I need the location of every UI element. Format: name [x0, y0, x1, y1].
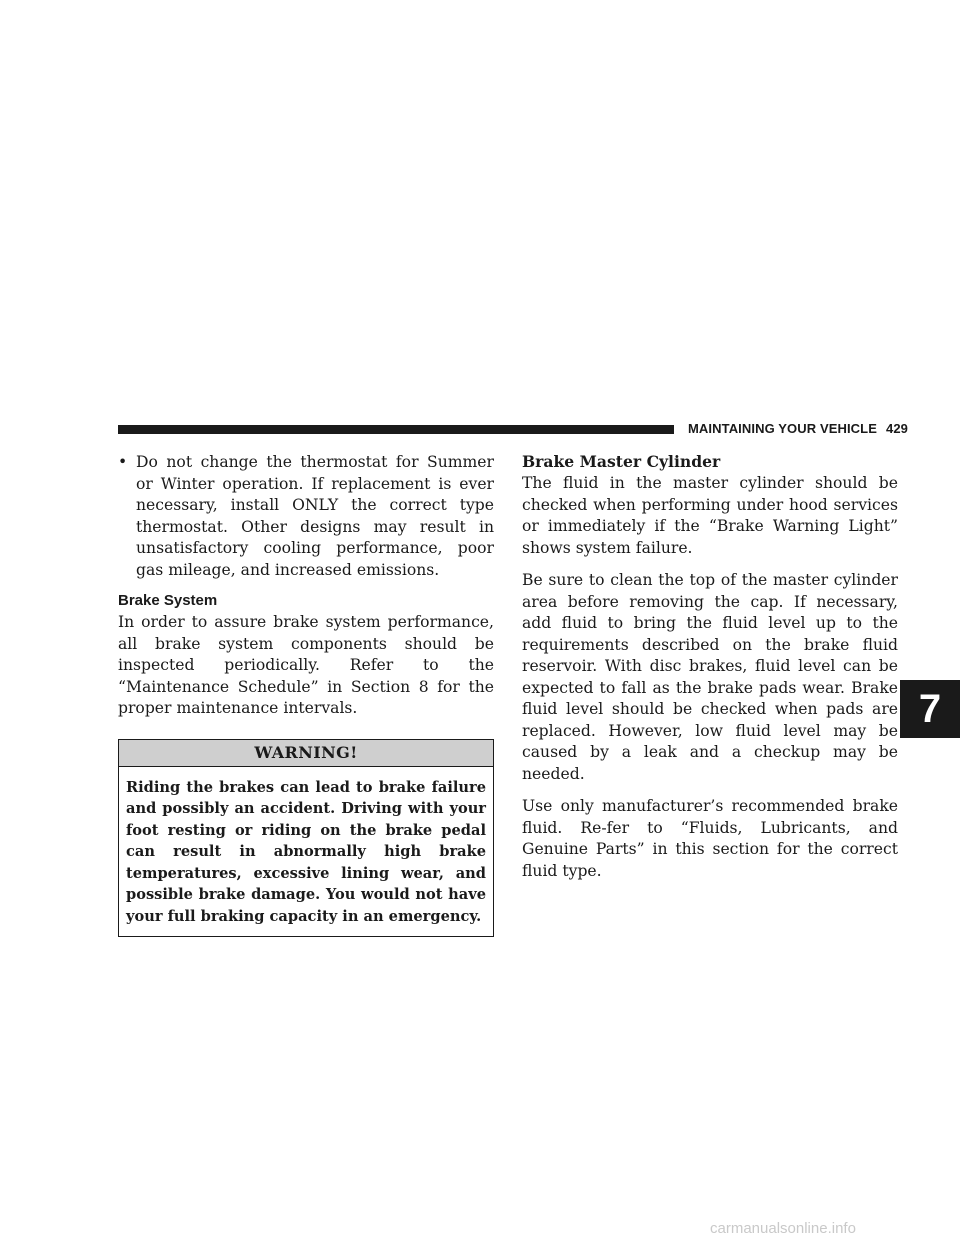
right-column	[522, 452, 898, 882]
warning-title: WARNING!	[119, 740, 493, 767]
brake-system-paragraph: In order to assure brake system performance, all brake system components should be inspected periodically. Refer to the “Maintenance Schedule” in Section 8 for the proper maintenance intervals.	[118, 613, 494, 717]
left-column	[118, 452, 494, 937]
watermark: carmanualsonline.info	[710, 1220, 856, 1237]
master-cylinder-paragraph-3: Use only manufacturer’s recommended brake fluid. Re-fer to “Fluids, Lubricants, and Genuine Parts” in this section for the correct fluid type.	[522, 797, 898, 880]
running-header	[688, 421, 908, 436]
header-rule	[118, 425, 674, 434]
section-title: MAINTAINING YOUR VEHICLE	[688, 421, 877, 436]
warning-body: Riding the brakes can lead to brake failure and possibly an accident. Driving with your foot resting or riding on the brake pedal can result in abnormally high brake temperatures, excessive lining wear, and possible brake damage. You would not have your full braking capacity in an emergency.	[126, 778, 486, 925]
page-number: 429	[885, 421, 908, 436]
master-cylinder-paragraph-1: The fluid in the master cylinder should be checked when performing under hood services or immediately if the “Brake Warning Light” shows system failure.	[522, 474, 898, 557]
section-heading-brake-master-cylinder: Brake Master Cylinder	[522, 452, 721, 471]
section-heading-brake-system: Brake System	[118, 592, 218, 609]
master-cylinder-paragraph-2: Be sure to clean the top of the master cylinder area before removing the cap. If necessary, add fluid to bring the fluid level up to the requirements described on the brake fluid reservoir. With disc brakes, fluid level can be expected to fall as the brake pads wear. Brake fluid level should be checked when pads are replaced. However, low fluid level may be caused by a leak and a checkup may be needed.	[522, 571, 898, 783]
bullet-icon: •	[118, 453, 128, 471]
bullet-text: Do not change the thermostat for Summer or Winter operation. If replacement is ever necessary, install ONLY the correct type thermostat. Other designs may result in unsatisfactory cooling performance, poor gas mileage, and increased emissions.	[136, 453, 494, 579]
warning-box	[118, 739, 494, 938]
bullet-item	[118, 452, 494, 581]
section-tab: 7	[900, 680, 960, 738]
